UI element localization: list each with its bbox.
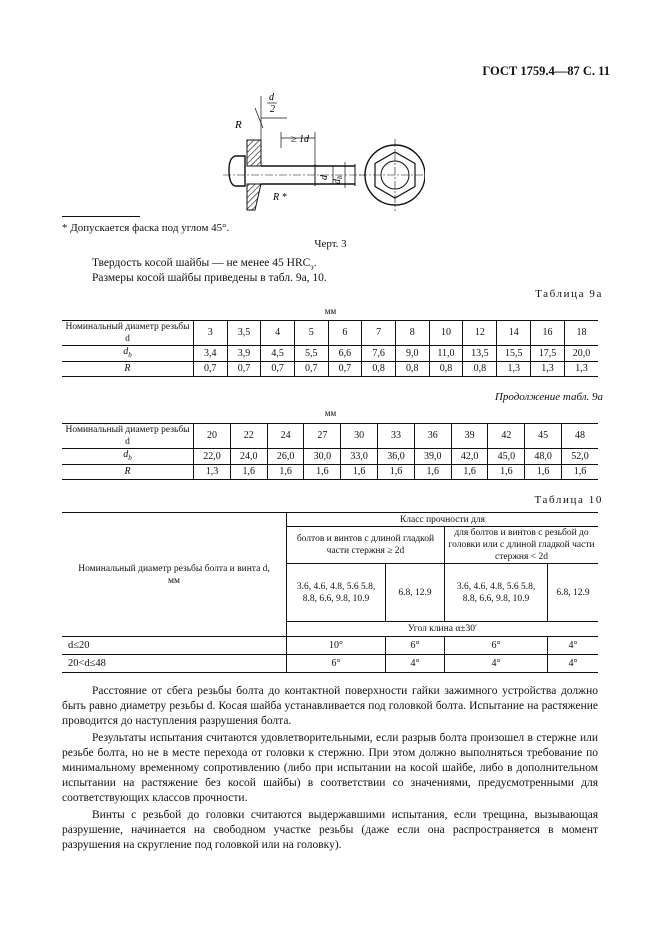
label-1d: ≥ 1d bbox=[291, 134, 309, 145]
bolt-head bbox=[229, 156, 245, 186]
table9a-d-cell: 6 bbox=[328, 321, 362, 346]
table9a-db-cell: 13,5 bbox=[463, 346, 497, 362]
table9a-db-cell: 6,6 bbox=[328, 346, 362, 362]
table10-r1-d: 20<d≤48 bbox=[62, 655, 287, 673]
table9a_cont-db-cell: 30,0 bbox=[304, 449, 341, 465]
table10-angle-header: Угол клина α±30′ bbox=[287, 622, 599, 637]
table9a-d-cell: 7 bbox=[362, 321, 396, 346]
table9a-label: Таблица 9а bbox=[535, 288, 603, 300]
table10-r0-b: 6° bbox=[386, 637, 445, 655]
table-9a-continuation bbox=[62, 423, 598, 480]
table9a-cont-units: мм bbox=[324, 408, 337, 418]
table9a-db-cell: 9,0 bbox=[395, 346, 429, 362]
table9a_cont-d-cell: 20 bbox=[194, 424, 231, 449]
footnote: * Допускается фаска под углом 45°. bbox=[62, 222, 230, 234]
label-db: $d_b$ bbox=[332, 175, 344, 184]
label-R-star: R * bbox=[273, 192, 287, 203]
table9a_cont-d-cell: 48 bbox=[562, 424, 598, 449]
table9a-R-cell: 0,7 bbox=[227, 362, 261, 377]
figure-caption: Черт. 3 bbox=[314, 238, 347, 250]
table9a-units: мм bbox=[324, 306, 337, 316]
table9a-d-cell: 16 bbox=[531, 321, 565, 346]
table9a_cont-db-cell: 36,0 bbox=[378, 449, 415, 465]
table9a_cont-d-cell: 30 bbox=[341, 424, 378, 449]
table9a-R-cell: 1,3 bbox=[497, 362, 531, 377]
table9a-d-cell: 18 bbox=[564, 321, 598, 346]
table9a_cont-R-cell: 1,6 bbox=[267, 465, 304, 480]
table9a-db-cell: 20,0 bbox=[564, 346, 598, 362]
table9a-d-cell: 8 bbox=[395, 321, 429, 346]
table10-r0-e: 4° bbox=[548, 637, 599, 655]
label-d-half-den: 2 bbox=[270, 104, 275, 115]
table9a_cont-db-cell: 24,0 bbox=[230, 449, 267, 465]
body-text bbox=[62, 684, 598, 853]
table9a_cont-db-cell: 26,0 bbox=[267, 449, 304, 465]
table9a-db-cell: 7,6 bbox=[362, 346, 396, 362]
table9a-d-cell: 14 bbox=[497, 321, 531, 346]
label-d: d bbox=[319, 175, 330, 180]
table9a_cont-R-cell: 1,6 bbox=[451, 465, 488, 480]
table9a_cont-d-cell: 39 bbox=[451, 424, 488, 449]
table9a-db-cell: 15,5 bbox=[497, 346, 531, 362]
table9a_cont-R-cell: 1,6 bbox=[341, 465, 378, 480]
table10-label: Таблица 10 bbox=[534, 494, 603, 506]
table10-r1-c: 4° bbox=[445, 655, 548, 673]
table9a-header-label: Номинальный диаметр резьбы d bbox=[62, 321, 193, 346]
table9a-db-cell: 11,0 bbox=[429, 346, 463, 362]
table9a_cont-R-cell: 1,6 bbox=[525, 465, 562, 480]
table9a-cont-label: Продолжение табл. 9а bbox=[494, 391, 603, 403]
table9a_cont-R-cell: 1,6 bbox=[378, 465, 415, 480]
label-R: R bbox=[235, 119, 242, 131]
table10-classes-c: 3.6, 4.6, 4.8, 5.6 5.8, 8.8, 6.6, 9.8, 10.9 bbox=[445, 564, 548, 622]
table9a-R-label: R bbox=[62, 362, 193, 377]
table9a_cont-R-cell: 1,6 bbox=[414, 465, 451, 480]
table9a-d-cell: 12 bbox=[463, 321, 497, 346]
page-header: ГОСТ 1759.4—87 С. 11 bbox=[482, 64, 610, 78]
table10-r1-a: 6° bbox=[287, 655, 386, 673]
table10-group1: болтов и винтов с длиной гладкой части стержня ≥ 2d bbox=[287, 527, 445, 564]
table9a_cont-db-cell: 52,0 bbox=[562, 449, 598, 465]
table9a_cont-R-cell: 1,6 bbox=[230, 465, 267, 480]
table9a-R-cell: 0,7 bbox=[261, 362, 295, 377]
table10-class-header: Класс прочности для bbox=[287, 513, 599, 527]
table9a-R-cell: 0,7 bbox=[294, 362, 328, 377]
table9a-db-cell: 4,5 bbox=[261, 346, 295, 362]
table9a-R-cell: 0,8 bbox=[463, 362, 497, 377]
sizes-text: Размеры косой шайбы приведены в табл. 9а, 10. bbox=[92, 272, 327, 284]
table9a_cont-db-cell: 42,0 bbox=[451, 449, 488, 465]
wedge-lower bbox=[247, 184, 261, 210]
text-para-3: Винты с резьбой до головки считаются выдержавшими испытания, если трещина, вызывающая разрушение, начинается на свободном участке резьбы (даже если она распространяется в момент разрушения на скругление под головкой или на головку). bbox=[62, 809, 598, 851]
table9a-cont-header-label: Номинальный диаметр резьбы d bbox=[62, 424, 194, 449]
table9a_cont-db-cell: 45,0 bbox=[488, 449, 525, 465]
table9a_cont-R-cell: 1,6 bbox=[562, 465, 598, 480]
hardness-text: Твердость косой шайбы — не менее 45 $HRC_э$. bbox=[92, 257, 317, 272]
table10-r0-a: 10° bbox=[287, 637, 386, 655]
wedge-upper bbox=[247, 140, 261, 166]
table9a-db-label: $d_b$ bbox=[62, 346, 193, 362]
label-d-half-num: d bbox=[269, 92, 274, 103]
table9a-R-cell: 1,3 bbox=[564, 362, 598, 377]
text-para-2: Результаты испытания считаются удовлетворительными, если разрыв болта произошел в стержне или резьбе болта, но не в месте перехода от головки к стержню. При этом должно выполняться требование по минимальному временному сопротивлению (либо при испытании на косой шайбе, либо в дополнительном испытании на растяжение без косой шайбы) в соответствии со значениями, предусмотренными для соответствующих классов прочности. bbox=[62, 732, 598, 804]
table10-group2: для болтов и винтов с резьбой до головки или с длиной гладкой части стержня < 2d bbox=[445, 527, 599, 564]
table9a-d-cell: 3 bbox=[193, 321, 227, 346]
table-row bbox=[62, 637, 598, 655]
table9a-d-cell: 10 bbox=[429, 321, 463, 346]
table9a-cont-R-label: R bbox=[62, 465, 194, 480]
table9a-cont-db-label: $d_b$ bbox=[62, 449, 194, 465]
table-9a bbox=[62, 320, 598, 377]
table10-r0-d: d≤20 bbox=[62, 637, 287, 655]
table10-r1-e: 4° bbox=[548, 655, 599, 673]
table-row bbox=[62, 655, 598, 673]
footnote-rule bbox=[62, 216, 140, 217]
table9a_cont-d-cell: 24 bbox=[267, 424, 304, 449]
table9a_cont-R-cell: 1,6 bbox=[304, 465, 341, 480]
table9a_cont-d-cell: 27 bbox=[304, 424, 341, 449]
table9a_cont-db-cell: 48,0 bbox=[525, 449, 562, 465]
table9a_cont-d-cell: 22 bbox=[230, 424, 267, 449]
table9a-R-cell: 0,8 bbox=[429, 362, 463, 377]
table10-r1-b: 4° bbox=[386, 655, 445, 673]
table10-classes-d: 6.8, 12.9 bbox=[548, 564, 599, 622]
table9a-R-cell: 1,3 bbox=[531, 362, 565, 377]
table9a_cont-d-cell: 33 bbox=[378, 424, 415, 449]
table9a-R-cell: 0,8 bbox=[395, 362, 429, 377]
table9a-d-cell: 3,5 bbox=[227, 321, 261, 346]
table-10 bbox=[62, 512, 598, 673]
table9a-d-cell: 5 bbox=[294, 321, 328, 346]
table9a_cont-db-cell: 39,0 bbox=[414, 449, 451, 465]
table10-classes-a: 3.6, 4.6, 4.8, 5.6 5.8, 8.8, 6.6, 9.8, 10.9 bbox=[287, 564, 386, 622]
table9a-db-cell: 17,5 bbox=[531, 346, 565, 362]
text-para-1: Расстояние от сбега резьбы болта до контактной поверхности гайки зажимного устройства должно быть равно диаметру резьбы d. Косая шайба устанавливается под головкой болта. Испытание на растяжение проводится до наступления разрушения болта. bbox=[62, 685, 598, 727]
table9a_cont-R-cell: 1,6 bbox=[488, 465, 525, 480]
table9a-R-cell: 0,8 bbox=[362, 362, 396, 377]
table9a_cont-d-cell: 36 bbox=[414, 424, 451, 449]
table9a_cont-d-cell: 42 bbox=[488, 424, 525, 449]
table9a_cont-d-cell: 45 bbox=[525, 424, 562, 449]
table10-r0-c: 6° bbox=[445, 637, 548, 655]
table10-classes-b: 6.8, 12.9 bbox=[386, 564, 445, 622]
table9a-R-cell: 0,7 bbox=[193, 362, 227, 377]
table9a-db-cell: 3,9 bbox=[227, 346, 261, 362]
table9a_cont-db-cell: 22,0 bbox=[194, 449, 231, 465]
table10-row-header: Номинальный диаметр резьбы болта и винта d, мм bbox=[62, 513, 287, 637]
table9a-db-cell: 3,4 bbox=[193, 346, 227, 362]
bolt-wedge-drawing bbox=[215, 88, 425, 213]
table9a-R-cell: 0,7 bbox=[328, 362, 362, 377]
table9a-d-cell: 4 bbox=[261, 321, 295, 346]
table9a-db-cell: 5,5 bbox=[294, 346, 328, 362]
table9a_cont-db-cell: 33,0 bbox=[341, 449, 378, 465]
table9a_cont-R-cell: 1,3 bbox=[194, 465, 231, 480]
